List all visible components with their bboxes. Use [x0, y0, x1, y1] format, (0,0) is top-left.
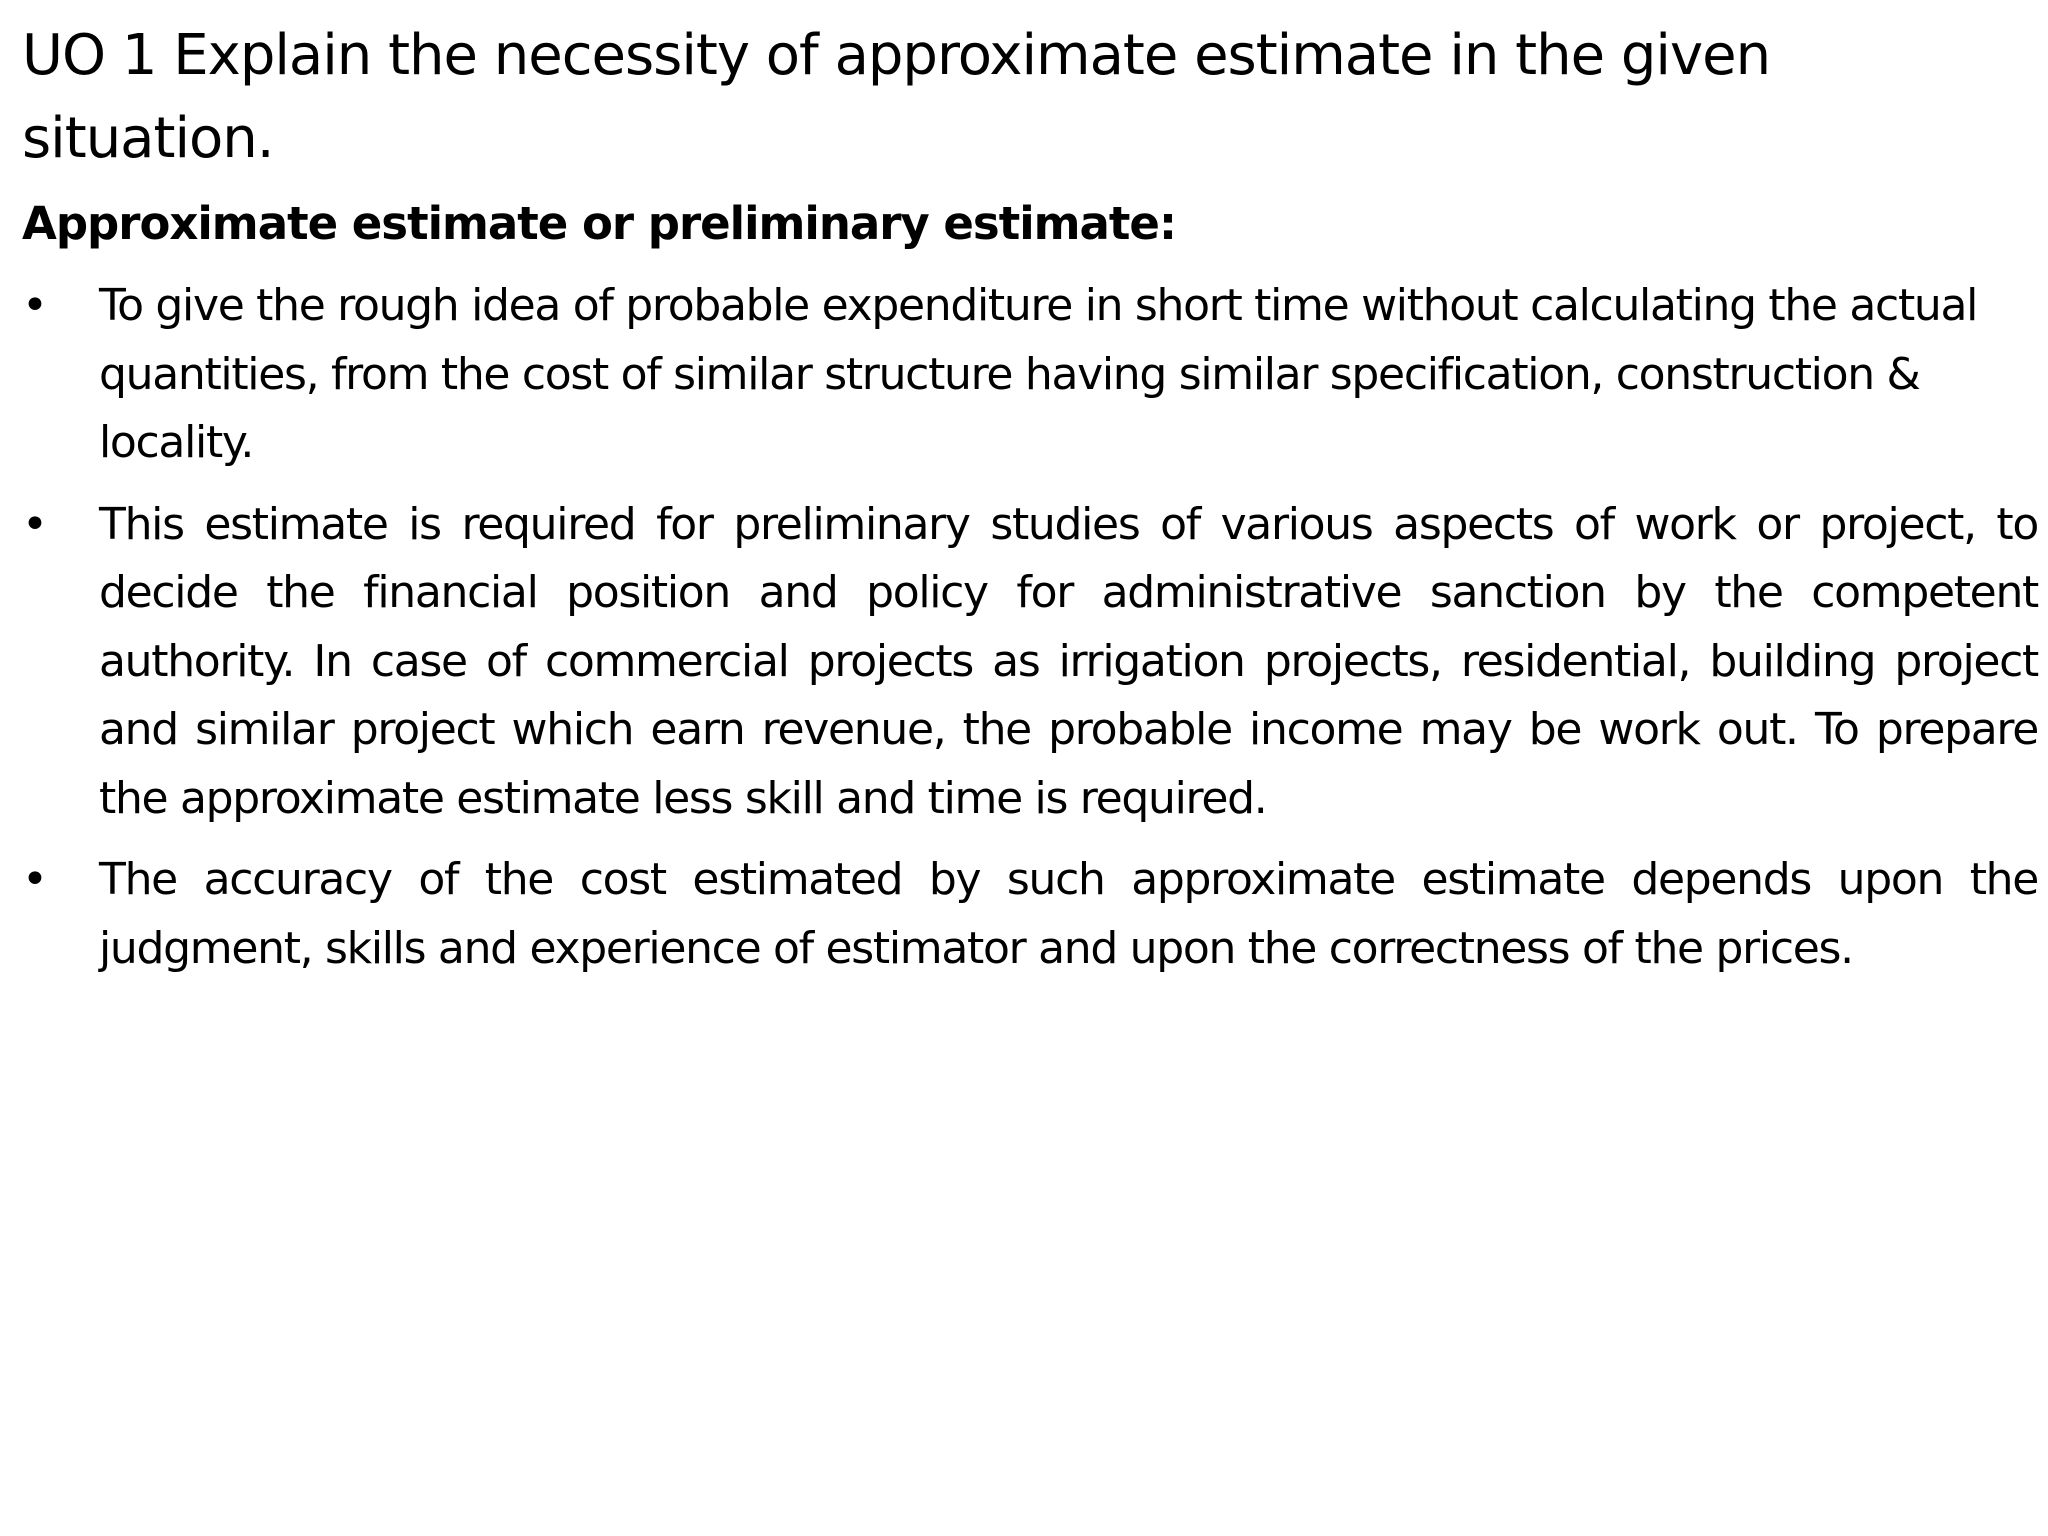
bullet-item	[0, 491, 2048, 834]
bullet-list	[0, 272, 2048, 983]
bullet-item	[0, 846, 2048, 983]
bullet-text: The accuracy of the cost estimated by such approximate estimate depends upon the judgment, skills and experience of estimator and upon the correctness of the prices.	[99, 854, 2038, 974]
bullet-icon: •	[22, 854, 48, 905]
bullet-icon: •	[22, 498, 48, 550]
bullet-icon: •	[22, 280, 48, 331]
slide-title: UO 1 Explain the necessity of approximate estimate in the given situation.	[22, 23, 1771, 171]
slide-subtitle: Approximate estimate or preliminary estimate:	[22, 197, 1176, 250]
bullet-text: This estimate is required for preliminary studies of various aspects of work or project, to decide the financial position and policy for administrative sanction by the competent authority. In case of commercial projects as irrigation projects, residential, building project and similar project which earn revenue, the probable income may be work out. To prepare the approximate estimate less skill and time is required.	[99, 498, 2038, 824]
bullet-text: To give the rough idea of probable expenditure in short time without calculating the actual quantities, from the cost of similar structure having similar specification, construction & locality.	[99, 280, 1978, 468]
bullet-item	[0, 272, 2048, 478]
